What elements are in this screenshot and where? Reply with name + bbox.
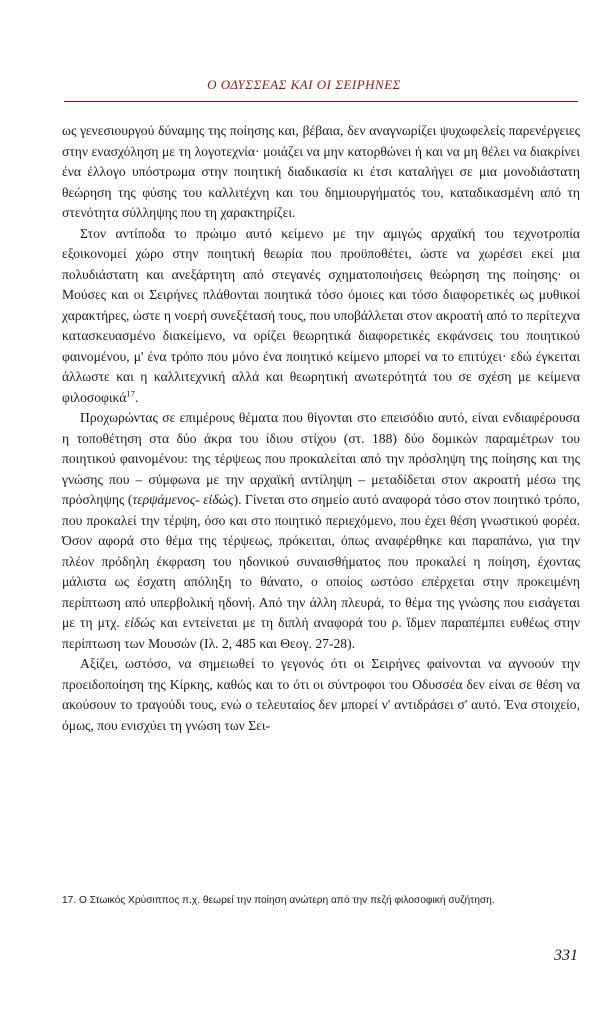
page-number: 331: [554, 947, 578, 964]
footnote: 17. Ο Στωικός Χρύσιππος π.χ. θεωρεί την ποίηση ανώτερη από την πεζή φιλοσοφική συζήτηση.: [62, 895, 495, 906]
paragraph-1: [62, 121, 580, 224]
paragraph-3-italic-b: εἰδώς: [124, 615, 156, 630]
paragraph-3-text-a: Προχωρώντας σε επιμέρους θέματα που θίγονται στο επεισόδιο αυτό, είναι ενδιαφέρουσα η τοποθέτηση στα δύο άκρα του ίδιου στίχου (στ. 188) δύο δομικών παραμέτρων του ποιητικού φαινομένου: της τέρψεως που προκαλείται από την πρόσληψη της ποίησης και της γνώσης που – σύμφωνα με την αρχαϊκή αντίληψη – μεταδίδεται στον ακροατή μέσω της πρόσληψης (: [62, 410, 580, 507]
paragraph-3: [62, 408, 580, 654]
paragraph-3-italic-a: τερψάμενος- εἰδώς: [132, 492, 234, 507]
running-head: Ο ΟΔΥΣΣΕΑΣ ΚΑΙ ΟΙ ΣΕΙΡΗΝΕΣ: [207, 77, 401, 92]
paragraph-2-tail: .: [134, 389, 139, 405]
header-rule: [64, 101, 578, 102]
footnote-reference[interactable]: 17: [126, 387, 135, 398]
paragraph-2: [62, 224, 580, 409]
paragraph-3-text-c: και εντείνεται με τη διπλή αναφορά του ρ. ἴδμεν παραπέμπει ευθέως στην περίπτωση των Μουσών (Ιλ. 2, 485 και Θεογ. 27-28).: [62, 615, 580, 651]
paragraph-4-text: Αξίζει, ωστόσο, να σημειωθεί το γεγονός ότι οι Σειρήνες φαίνονται να αγνοούν την προειδοποίηση της Κίρκης, καθώς και το ότι οι σύντροφοι του Οδυσσέα δεν είναι σε θέση να ακούσουν το τραγούδι τους, ενώ ο τελευταίος δεν μπορεί ν' αντιδράσει σ' αυτό. Ένα στοιχείο, όμως, που ενισχύει τη γνώση των Σει-: [62, 656, 580, 733]
paragraph-2-text: Στον αντίποδα το πρώιμο αυτό κείμενο με την αμιγώς αρχαϊκή του τεχνοτροπία εξοικονομεί χώρο στην ποιητική θεωρία που προϋποθέτει, ώστε να χωρέσει εκεί μια πολυδιάστατη και ανεξάρτητη από στεγανές σχηματοποιήσεις θεώρηση της ποίησης· οι Μούσες και οι Σειρήνες πλάθονται ποιητικά τόσο όμοιες και τόσο διαφορετικές ως μυθικοί χαρακτήρες, ώστε η νοερή συνεξέτασή τους, που υποβάλλεται στον ακροατή από το περίτεχνα κατασκευασμένο διακείμενο, να ορίζει θεωρητικά διαφορετικές εκφάνσεις του ποιητικού φαινομένου, μ' ένα τρόπο που μόνο ένα ποιητικό κείμενο μπορεί να το επιτύχει· εδώ έγκειται άλλωστε και η καλλιτεχνική αλλά και θεωρητική ανωτερότητά του σε σχέση με κείμενα φιλοσοφικά: [62, 225, 580, 405]
paragraph-3-text-b: ). Γίνεται στο σημείο αυτό αναφορά τόσο στον ποιητικό τρόπο, που προκαλεί την τέρψη, όσο και στο ποιητικό περιεχόμενο, που έχει θέση γνωστικού φορέα. Όσον αφορά στο θέμα της τέρψεως, πρόκειται, όπως αναφέρθηκε και παραπάνω, για την πλέον πρόδηλη έκφραση του ηδονικού συναισθήματος που προκαλεί η ποίηση, έχοντας μάλιστα ως έσχατη απόληξη το θάνατο, ο οποίος ωστόσο επέρχεται στην προκειμένη περίπτωση από υπερβολική ηδονή. Από την άλλη πλευρά, το θέμα της γνώσης που εισάγεται με τη μτχ.: [62, 492, 581, 630]
paragraph-1-text: ως γενεσιουργού δύναμης της ποίησης και, βέβαια, δεν αναγνωρίζει ψυχωφελείς παρενέργειες στην ενασχόληση με τη λογοτεχνία· μοιάζει να μην κατορθώνει ή και να μη θέλει να διακρίνει ένα έλλογο υπόστρωμα στην ποιητική διαδικασία κι έτσι καταλήγει σε μια μονοδιάστατη θεώρηση της φύσης του καλλιτέχνη και του δημιουργήματός του, καταδικασμένη από τη στενότητα σύλληψης που τη χαρακτηρίζει.: [62, 123, 580, 220]
paragraph-4: [62, 654, 580, 736]
body-text: [62, 121, 580, 736]
